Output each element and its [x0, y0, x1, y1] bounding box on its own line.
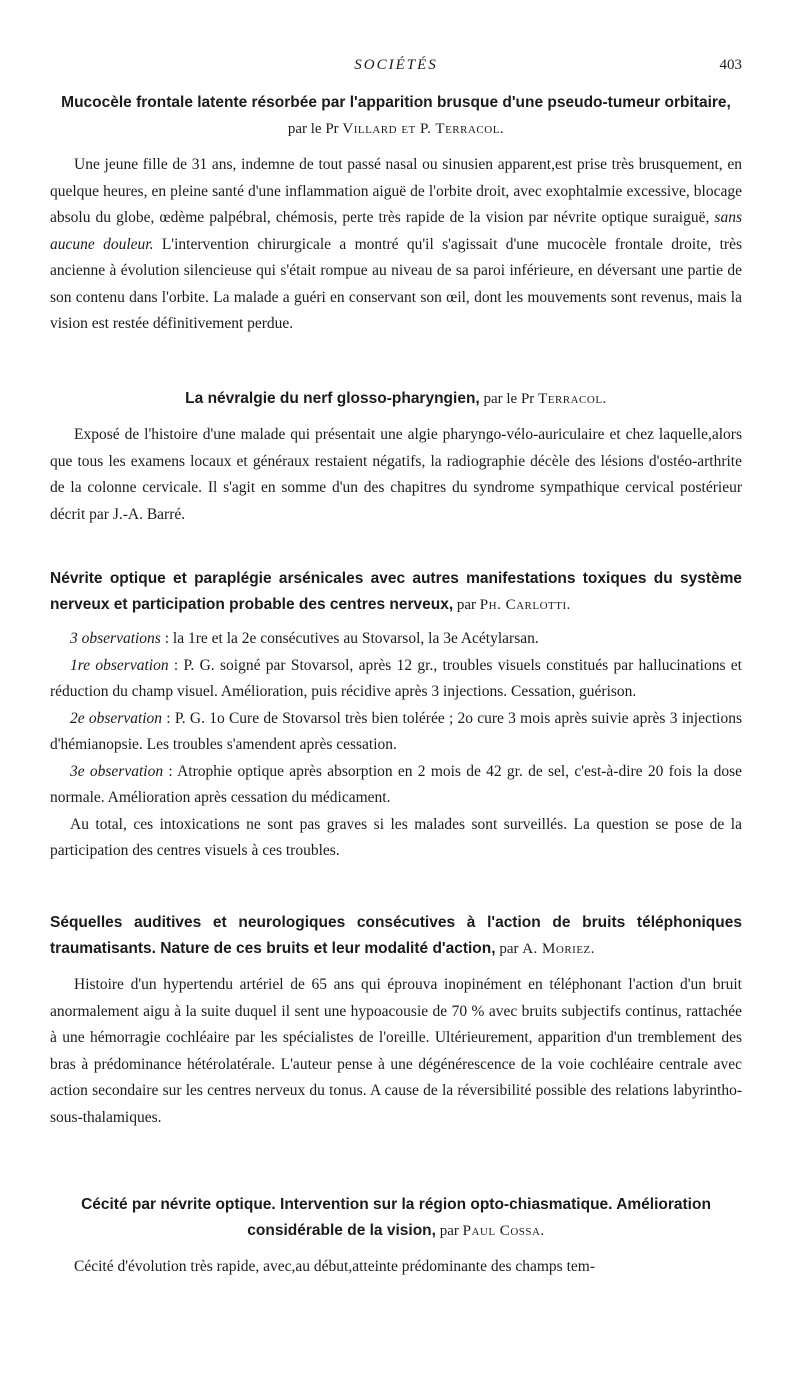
- byline: par le Pr Villard et P. Terracol.: [287, 121, 505, 137]
- observation-2: 2e observation : P. G. 1o Cure de Stovarsol très bien tolérée ; 2o cure 3 mois après suivie après 3 injections d'hémianopsie. Les troubles s'amendent après cessation.: [50, 709, 742, 753]
- article-body: Cécité d'évolution très rapide, avec,au début,atteinte prédominante des champs tem-: [74, 1258, 595, 1275]
- byline: par Ph. Carlotti.: [453, 597, 571, 613]
- article-sequelles-auditives: [50, 910, 742, 1131]
- article-body: Histoire d'un hypertendu artériel de 65 ans qui éprouva inopinément en téléphonant l'action d'un bruit anormalement aigu à la suite duquel il sent une hypoacousie de 70 % avec bruits subjectifs continus, rattachée à une hémorragie cochléaire par les spécialistes de l'oreille. Ultérieurement, apparition d'un tremblement des bras à prédominance hétérolatérale. L'auteur pense à une dégénérescence de la voie cochléaire centrale avec action secondaire sur les centres nerveux du tonus. A cause de la réversibilité possible des relations labyrintho-sous-thalamiques.: [50, 976, 742, 1126]
- article-title: Mucocèle frontale latente résorbée par l'apparition brusque d'une pseudo-tumeur orbitaire,: [61, 94, 731, 111]
- byline: par Paul Cossa.: [435, 1223, 545, 1239]
- observations: [50, 626, 742, 865]
- byline: par A. Moriez.: [495, 941, 596, 957]
- page-number: 403: [719, 57, 742, 73]
- article-heading: [50, 1192, 742, 1244]
- section-title: SOCIÉTÉS: [354, 57, 438, 73]
- article-title: Névrite optique et paraplégie arsénicales avec autres manifestations toxiques du système nerveux et participation probable des centres nerveux,: [50, 570, 742, 613]
- article-nevrite-arsenicale: [50, 566, 742, 865]
- article-nevralgie: [50, 386, 742, 528]
- article-cecite: [50, 1192, 742, 1281]
- article-heading: [50, 910, 742, 962]
- article-title: Séquelles auditives et neurologiques consécutives à l'action de bruits téléphoniques traumatisants. Nature de ces bruits et leur modalité d'action,: [50, 914, 742, 957]
- conclusion: Au total, ces intoxications ne sont pas graves si les malades sont surveillés. La question se pose de la participation des centres visuels à ces troubles.: [50, 815, 742, 859]
- observation-1: 1re observation : P. G. soigné par Stovarsol, après 12 gr., troubles visuels constitués par hallucinations et réduction du champ visuel. Amélioration, puis récidive après 3 injections. Cessation, guérison.: [50, 656, 742, 700]
- running-head: [50, 52, 742, 76]
- article-body: Exposé de l'histoire d'une malade qui présentait une algie pharyngo-vélo-auriculaire et chez laquelle,alors que tous les examens locaux et généraux restaient négatifs, la radiographie décèle des lésions d'ostéo-arthrite de la colonne cervicale. Il s'agit en somme d'un des chapitres du syndrome sympathique cervical postérieur décrit par J.-A. Barré.: [50, 426, 742, 523]
- article-mucocele: [50, 90, 742, 338]
- article-heading: [50, 386, 742, 412]
- observation-3: 3e observation : Atrophie optique après absorption en 2 mois de 42 gr. de sel, c'est-à-dire 20 fois la dose normale. Amélioration après cessation du médicament.: [50, 762, 742, 806]
- observations-intro: 3 observations : la 1re et la 2e consécutives au Stovarsol, la 3e Acétylarsan.: [70, 630, 539, 647]
- article-title: La névralgie du nerf glosso-pharyngien,: [185, 390, 480, 407]
- article-title: Cécité par névrite optique. Intervention sur la région opto-chiasmatique. Amélioration considérable de la vision,: [81, 1196, 711, 1239]
- article-heading: [50, 90, 742, 142]
- byline: par le Pr Terracol.: [479, 391, 607, 407]
- article-heading: [50, 566, 742, 618]
- article-body: Une jeune fille de 31 ans, indemne de tout passé nasal ou sinusien apparent,est prise très brusquement, en quelque heures, en pleine santé d'une inflammation aiguë de l'orbite droit, avec exophtalmie excessive, blocage absolu du globe, œdème palpébral, chémosis, perte très rapide de la vision par névrite optique suraiguë, sans aucune douleur. L'intervention chirurgicale a montré qu'il s'agissait d'une mucocèle frontale droite, très ancienne à évolution silencieuse qui s'était rompue au niveau de sa paroi inférieure, en déversant une partie de son contenu dans l'orbite. La malade a guéri en conservant son œil, dont les mouvements sont revenus, mais la vision est restée définitivement perdue.: [50, 156, 742, 332]
